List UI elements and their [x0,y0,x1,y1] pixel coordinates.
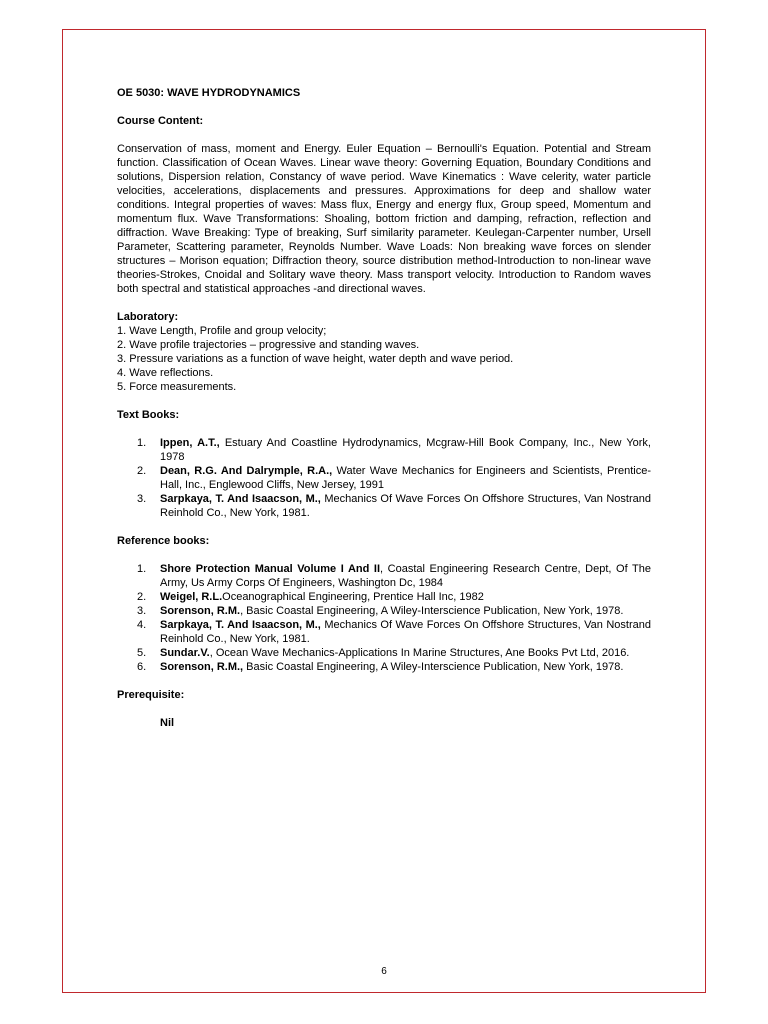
reference-book-item [117,562,651,590]
list-number: 6. [137,661,147,673]
text-book-item [117,464,651,492]
book-author: Shore Protection Manual Volume I And II [160,563,381,575]
book-details: Mechanics Of Wave Forces On Offshore Structures, Van Nostrand Reinhold Co., New York, 1981. [160,619,651,645]
reference-book-item [117,618,651,646]
reference-book-item [117,660,651,674]
reference-book-item [117,646,651,660]
book-details: Mechanics Of Wave Forces On Offshore Structures, Van Nostrand Reinhold Co., New York, 1981. [160,493,651,519]
book-author: Sorenson, R.M., [160,661,244,673]
book-details: Basic Coastal Engineering, A Wiley-Interscience Publication, New York, 1978. [243,661,624,673]
list-number: 3. [137,493,147,505]
book-author: Sarpkaya, T. And Isaacson, M., [160,493,321,505]
list-number: 1. [137,437,147,449]
prerequisite-heading: Prerequisite: [117,689,185,701]
laboratory-list [117,324,651,394]
page-number: 6 [381,966,387,977]
book-details: , Coastal Engineering Research Centre, Dept, Of The Army, Us Army Corps Of Engineers, Washington Dc, 1984 [160,563,651,589]
book-details: , Ocean Wave Mechanics-Applications In Marine Structures, Ane Books Pvt Ltd, 2016. [209,647,630,659]
book-author: Dean, R.G. And Dalrymple, R.A., [160,465,333,477]
laboratory-item: 2. Wave profile trajectories – progressive and standing waves. [117,339,420,351]
book-author: Sundar.V. [160,647,210,659]
book-details: , Basic Coastal Engineering, A Wiley-Interscience Publication, New York, 1978. [240,605,624,617]
list-number: 1. [137,563,147,575]
laboratory-item: 4. Wave reflections. [117,367,214,379]
book-author: Ippen, A.T., [160,437,220,449]
book-details: Oceanographical Engineering, Prentice Hall Inc, 1982 [222,591,484,603]
document-body [117,86,651,730]
list-number: 3. [137,605,147,617]
course-content-heading: Course Content: [117,115,204,127]
text-book-item [117,492,651,520]
laboratory-heading: Laboratory: [117,311,179,323]
laboratory-item: 1. Wave Length, Profile and group velocity; [117,325,327,337]
reference-book-item [117,604,651,618]
book-author: Sorenson, R.M. [160,605,241,617]
course-content-text: Conservation of mass, moment and Energy. Euler Equation – Bernoulli's Equation. Potential and Stream function. Classification of Ocean Waves. Linear wave theory: Governing Equation, Boundary Conditions and solutions, Dispersion relation, Constancy of wave period. Wave Kinematics : Wave celerity, water particle velocities, accelerations, displacements and pressures. Approximations for deep and shallow water conditions. Integral properties of waves: Mass flux, Energy and energy flux, Group speed, Momentum and momentum flux. Wave Transformations: Shoaling, bottom friction and damping, refraction, reflection and diffraction. Wave Breaking: Type of breaking, Surf similarity parameter. Keulegan-Carpenter number, Ursell Parameter, Scattering parameter, Reynolds Number. Wave Loads: Non breaking wave forces on slender structures – Morison equation; Diffraction theory, source distribution method-Introduction to non-linear wave theories-Strokes, Cnoidal and Solitary wave theory. Mass transport velocity. Introduction to Random waves both spectral and statistical approaches -and directional waves. [117,143,651,295]
list-number: 4. [137,619,147,631]
prerequisite-value: Nil [160,717,175,729]
laboratory-item: 3. Pressure variations as a function of wave height, water depth and wave period. [117,353,514,365]
list-number: 2. [137,465,147,477]
book-details: Estuary And Coastline Hydrodynamics, Mcgraw-Hill Book Company, Inc., New York, 1978 [160,437,651,463]
laboratory-item: 5. Force measurements. [117,381,237,393]
course-title: OE 5030: WAVE HYDRODYNAMICS [117,87,301,99]
book-details: Water Wave Mechanics for Engineers and Scientists, Prentice-Hall, Inc., Englewood Cliffs, New Jersey, 1991 [160,465,651,491]
book-author: Sarpkaya, T. And Isaacson, M., [160,619,321,631]
text-books-list [117,436,651,520]
list-number: 2. [137,591,147,603]
reference-books-heading: Reference books: [117,535,210,547]
reference-books-list [117,562,651,674]
book-author: Weigel, R.L. [160,591,223,603]
list-number: 5. [137,647,147,659]
text-books-heading: Text Books: [117,409,180,421]
reference-book-item [117,590,651,604]
text-book-item [117,436,651,464]
